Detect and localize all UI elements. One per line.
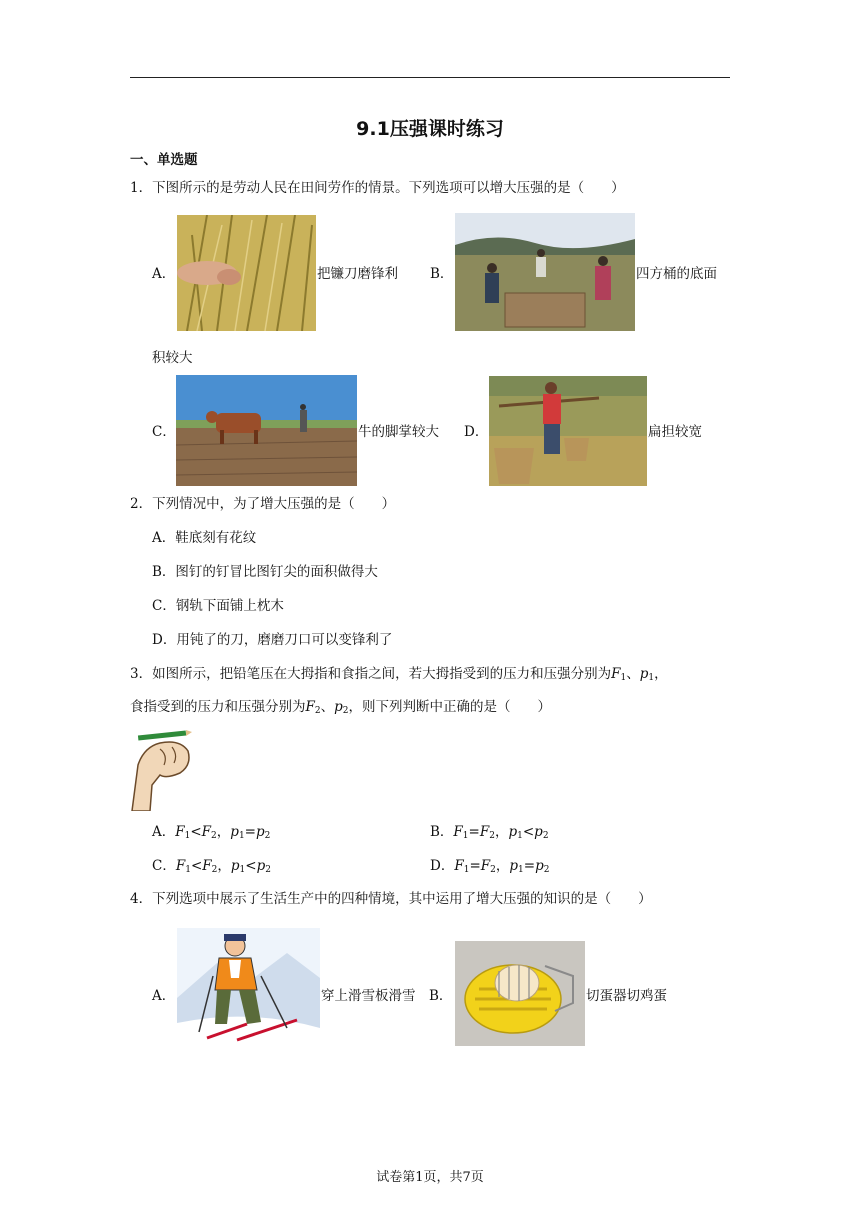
q1-option-a-text: 把镰刀磨锋利 bbox=[317, 266, 398, 282]
pencil-fingers-icon bbox=[130, 725, 192, 811]
q1-option-c-letter: C． bbox=[152, 424, 176, 440]
q2-option-c: C．钢轨下面铺上枕木 bbox=[152, 598, 284, 614]
carrying-pole-photo bbox=[489, 376, 647, 486]
q1-option-d-letter: D． bbox=[464, 424, 489, 440]
q4-option-b-text: 切蛋器切鸡蛋 bbox=[586, 988, 667, 1004]
q2-option-b: B．图钉的钉冒比图钉尖的面积做得大 bbox=[152, 564, 378, 580]
header-rule bbox=[130, 77, 730, 78]
q4-option-b-letter: B． bbox=[429, 988, 453, 1004]
q4-stem: 4．下列选项中展示了生活生产中的四种情境，其中运用了增大压强的知识的是（ ） bbox=[130, 891, 652, 907]
q3-stem-line2: 食指受到的压力和压强分别为$F_2$、$p_2$，则下列判断中正确的是（ ） bbox=[130, 699, 551, 716]
q3-option-a: A．$F_1<F_2$，$p_1=p_2$ bbox=[152, 824, 271, 841]
page-footer: 试卷第1页，共7页 bbox=[376, 1170, 484, 1185]
q1-option-c-text: 牛的脚掌较大 bbox=[358, 424, 439, 440]
skier-cartoon bbox=[177, 928, 320, 1054]
q1-option-a-letter: A． bbox=[152, 266, 176, 282]
q4-option-a-text: 穿上滑雪板滑雪 bbox=[321, 988, 416, 1004]
q1-option-b-text: 四方桶的底面 bbox=[636, 266, 717, 282]
section-heading: 一、单选题 bbox=[130, 152, 198, 168]
q3-option-d: D．$F_1=F_2$，$p_1=p_2$ bbox=[430, 858, 550, 875]
sickle-rice-photo bbox=[177, 215, 316, 331]
threshing-bucket-photo bbox=[455, 213, 635, 331]
q3-option-c: C．$F_1<F_2$，$p_1<p_2$ bbox=[152, 858, 271, 875]
q3-stem-line1: 3．如图所示，把铅笔压在大拇指和食指之间，若大拇指受到的压力和压强分别为$F_1$、$p_1$， bbox=[130, 666, 668, 683]
egg-slicer-photo bbox=[455, 941, 585, 1046]
q2-option-d: D．用钝了的刀，磨磨刀口可以变锋利了 bbox=[152, 632, 393, 648]
q4-option-a-letter: A． bbox=[152, 988, 176, 1004]
q2-option-a: A．鞋底刻有花纹 bbox=[152, 530, 257, 546]
q1-option-b-text-continued: 积较大 bbox=[152, 350, 193, 366]
q1-option-b-letter: B． bbox=[430, 266, 454, 282]
q2-stem: 2．下列情况中，为了增大压强的是（ ） bbox=[130, 496, 396, 512]
ox-plowing-photo bbox=[176, 375, 357, 486]
q1-stem: 1．下图所示的是劳动人民在田间劳作的情景。下列选项可以增大压强的是（ ） bbox=[130, 180, 625, 196]
q3-option-b: B．$F_1=F_2$，$p_1<p_2$ bbox=[430, 824, 549, 841]
q1-option-d-text: 扁担较宽 bbox=[648, 424, 702, 440]
page-title: 9.1压强课时练习 bbox=[356, 118, 504, 140]
